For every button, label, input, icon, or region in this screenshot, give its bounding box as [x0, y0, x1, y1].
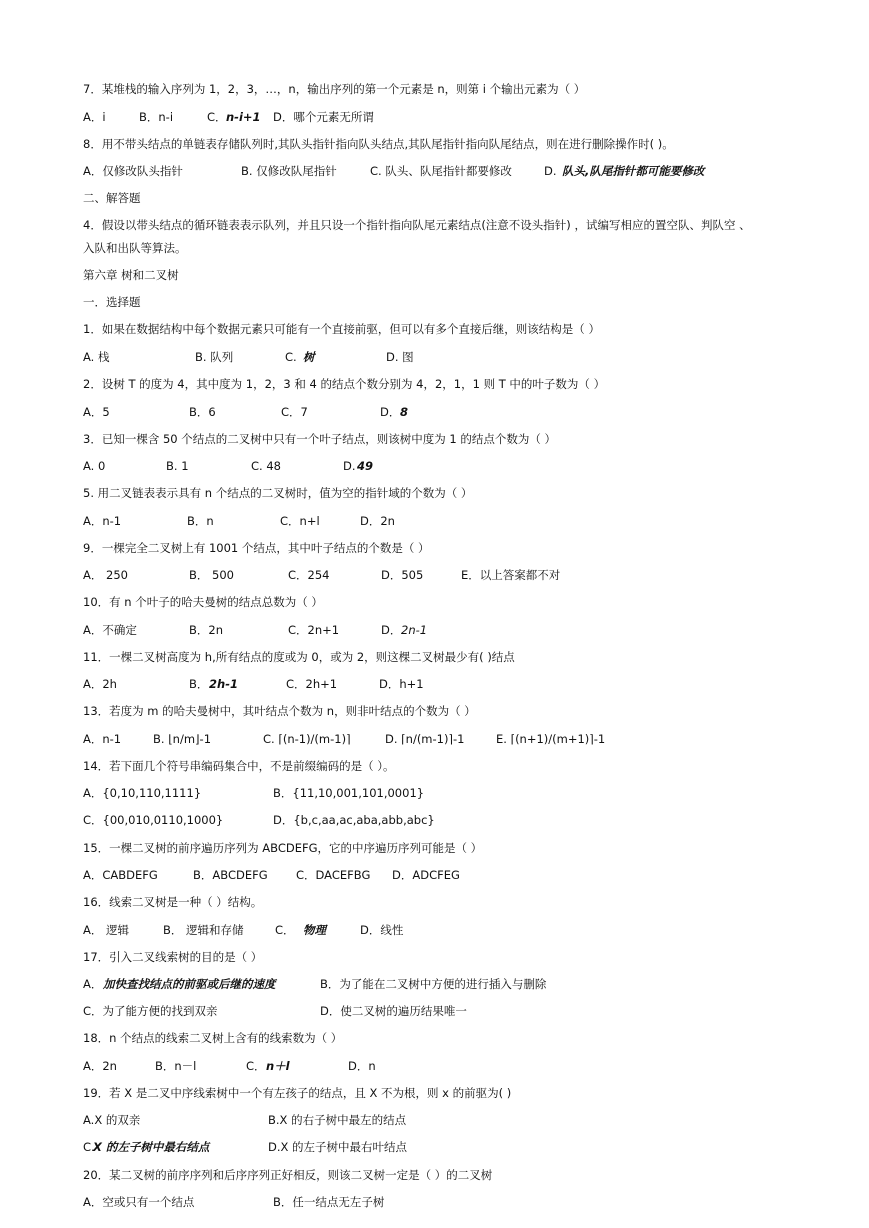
- option-text: A． 逻辑: [83, 923, 130, 937]
- option-text: D．: [381, 623, 402, 637]
- option-text: B． 500: [189, 568, 234, 582]
- text-line: 20．某二叉树的前序序列和后序序列正好相反，则该二叉树一定是（ ）的二叉树: [83, 1168, 493, 1182]
- options-line: [83, 623, 783, 637]
- option-text: A．n-1: [83, 514, 122, 528]
- options-line: [83, 459, 783, 473]
- text-line: 3．已知一棵含 50 个结点的二叉树中只有一个叶子结点，则该树中度为 1 的结点个数为（ ）: [83, 432, 557, 446]
- option-text: C．为了能方便的找到双亲: [83, 1004, 218, 1018]
- option-text: B．2n: [189, 623, 223, 637]
- text-line: 15．一棵二叉树的前序遍历序列为 ABCDEFG，它的中序遍历序列可能是（ ）: [83, 841, 483, 855]
- option-text: C. 48: [251, 459, 281, 473]
- option-text: B．n: [187, 514, 214, 528]
- option-text: D．n: [348, 1059, 376, 1073]
- answer-text: 8: [400, 405, 409, 419]
- option-text: B. ⌊n/m⌋-1: [153, 732, 212, 746]
- option-text: D．ADCFEG: [392, 868, 460, 882]
- answer-text: 物理: [303, 923, 326, 937]
- options-line: [83, 868, 783, 882]
- options-line: [83, 923, 783, 937]
- option-text: B．n－l: [155, 1059, 197, 1073]
- option-text: A．不确定: [83, 623, 137, 637]
- text-line: 16．线索二叉树是一种（ ）结构。: [83, 895, 263, 909]
- text-line: 18．n 个结点的线索二叉树上含有的线索数为（ ）: [83, 1031, 343, 1045]
- option-text: A．{0,10,110,1111}: [83, 786, 202, 800]
- text-line: 二、解答题: [83, 191, 141, 205]
- option-text: D．{b,c,aa,ac,aba,abb,abc}: [273, 813, 435, 827]
- option-text: A．仅修改队头指针: [83, 164, 183, 178]
- option-text: B. 仅修改队尾指针: [241, 164, 337, 178]
- text-line: 10．有 n 个叶子的哈夫曼树的结点总数为（ ）: [83, 595, 323, 609]
- option-text: D.X 的左子树中最右叶结点: [268, 1140, 408, 1154]
- options-line: [83, 677, 783, 691]
- text-line: 5. 用二叉链表表示具有 n 个结点的二叉树时，值为空的指针域的个数为（ ）: [83, 486, 473, 500]
- answer-text: n-i+1: [226, 110, 261, 124]
- text-line: 11．一棵二叉树高度为 h,所有结点的度或为 0，或为 2，则这棵二叉树最少有( )结点: [83, 650, 515, 664]
- option-text: B．6: [189, 405, 216, 419]
- option-text: 2n-1: [401, 623, 428, 637]
- option-text: A. 0: [83, 459, 106, 473]
- option-text: A． 250: [83, 568, 128, 582]
- option-text: A．i: [83, 110, 106, 124]
- text-line: 7．某堆栈的输入序列为 1，2，3，…，n，输出序列的第一个元素是 n，则第 i 个输出元素为（ ）: [83, 82, 586, 96]
- option-text: D.: [343, 459, 356, 473]
- option-text: C．n+l: [280, 514, 320, 528]
- option-text: B．为了能在二叉树中方便的进行插入与删除: [320, 977, 547, 991]
- option-text: D．2n: [360, 514, 395, 528]
- answer-text: 树: [303, 350, 315, 364]
- option-text: A．: [83, 977, 103, 991]
- option-text: B．任一结点无左子树: [273, 1195, 385, 1209]
- option-text: E．以上答案都不对: [461, 568, 561, 582]
- option-text: A．空或只有一个结点: [83, 1195, 195, 1209]
- option-text: B． 逻辑和存储: [163, 923, 244, 937]
- text-line: 9．一棵完全二叉树上有 1001 个结点，其中叶子结点的个数是（ ）: [83, 541, 430, 555]
- option-text: D. 图: [386, 350, 414, 364]
- text-line: 14．若下面几个符号串编码集合中，不是前缀编码的是（ ）。: [83, 759, 395, 773]
- text-line: 一．选择题: [83, 295, 141, 309]
- option-text: A．CABDEFG: [83, 868, 158, 882]
- option-text: B．ABCDEFG: [193, 868, 268, 882]
- text-line: 2．设树 T 的度为 4，其中度为 1，2，3 和 4 的结点个数分别为 4，2，1，1 则 T 中的叶子数为（ ）: [83, 377, 606, 391]
- text-line: 17．引入二叉线索树的目的是（ ）: [83, 950, 263, 964]
- option-text: D．: [380, 405, 401, 419]
- option-text: B. 队列: [195, 350, 234, 364]
- option-text: A．n-1: [83, 732, 122, 746]
- option-text: B. 1: [166, 459, 189, 473]
- option-text: B．: [189, 677, 209, 691]
- options-line: [83, 514, 783, 528]
- option-text: C．7: [281, 405, 308, 419]
- option-text: C．: [207, 110, 227, 124]
- options-line: [83, 1004, 783, 1018]
- option-text: A. 栈: [83, 350, 110, 364]
- text-line: 13．若度为 m 的哈夫曼树中，其叶结点个数为 n，则非叶结点的个数为（ ）: [83, 704, 476, 718]
- option-text: C．: [246, 1059, 266, 1073]
- text-line: 19．若 X 是二叉中序线索树中一个有左孩子的结点，且 X 不为根，则 x 的前驱为( ): [83, 1086, 512, 1100]
- option-text: B．{11,10,001,101,0001}: [273, 786, 425, 800]
- option-text: D．哪个元素无所谓: [273, 110, 374, 124]
- options-line: [83, 164, 783, 178]
- option-text: A．2h: [83, 677, 117, 691]
- answer-text: n＋l: [266, 1059, 290, 1073]
- answer-text: 2h-1: [209, 677, 238, 691]
- text-line: 1．如果在数据结构中每个数据元素只可能有一个直接前驱，但可以有多个直接后继，则该结构是（ ）: [83, 322, 600, 336]
- option-text: E. ⌈(n+1)/(m+1)⌉-1: [496, 732, 606, 746]
- option-text: D．线性: [360, 923, 404, 937]
- option-text: D．使二叉树的遍历结果唯一: [320, 1004, 467, 1018]
- option-text: D．505: [381, 568, 424, 582]
- option-text: A.X 的双亲: [83, 1113, 141, 1127]
- options-line: [83, 1140, 783, 1154]
- answer-text: 队头,队尾指针都可能要修改: [562, 164, 705, 178]
- option-text: C．: [275, 923, 295, 937]
- options-line: [83, 405, 783, 419]
- answer-text: X 的左子树中最右结点: [93, 1140, 210, 1154]
- options-line: [83, 732, 783, 746]
- option-text: C．DACEFBG: [296, 868, 371, 882]
- options-line: [83, 1113, 783, 1127]
- option-text: C．2h+1: [286, 677, 338, 691]
- option-text: C.: [285, 350, 297, 364]
- option-text: C. 队头、队尾指针都要修改: [370, 164, 512, 178]
- options-line: [83, 977, 783, 991]
- option-text: C.: [83, 1140, 95, 1154]
- option-text: C．2n+1: [288, 623, 340, 637]
- options-line: [83, 1059, 783, 1073]
- option-text: C．{00,010,0110,1000}: [83, 813, 224, 827]
- option-text: A．2n: [83, 1059, 117, 1073]
- text-line: 4．假设以带头结点的循环链表表示队列，并且只设一个指针指向队尾元素结点(注意不设头指针) ，试编写相应的置空队、判队空 、: [83, 218, 751, 232]
- options-line: [83, 786, 783, 800]
- options-line: [83, 350, 783, 364]
- answer-text: 49: [357, 459, 374, 473]
- option-text: C. ⌈(n-1)/(m-1)⌉: [263, 732, 351, 746]
- option-text: D. ⌈n/(m-1)⌉-1: [385, 732, 465, 746]
- option-text: C．254: [288, 568, 330, 582]
- options-line: [83, 813, 783, 827]
- options-line: [83, 1195, 783, 1209]
- text-line: 入队和出队等算法。: [83, 241, 187, 255]
- text-line: 第六章 树和二叉树: [83, 268, 179, 282]
- options-line: [83, 568, 783, 582]
- option-text: A．5: [83, 405, 110, 419]
- answer-text: 加快查找结点的前驱或后继的速度: [103, 977, 276, 991]
- option-text: B.X 的右子树中最左的结点: [268, 1113, 407, 1127]
- option-text: D．h+1: [379, 677, 424, 691]
- options-line: [83, 110, 783, 124]
- option-text: B．n-i: [139, 110, 174, 124]
- option-text: D.: [544, 164, 557, 178]
- text-line: 8．用不带头结点的单链表存储队列时,其队头指针指向队头结点,其队尾指针指向队尾结点，则在进行删除操作时( )。: [83, 137, 674, 151]
